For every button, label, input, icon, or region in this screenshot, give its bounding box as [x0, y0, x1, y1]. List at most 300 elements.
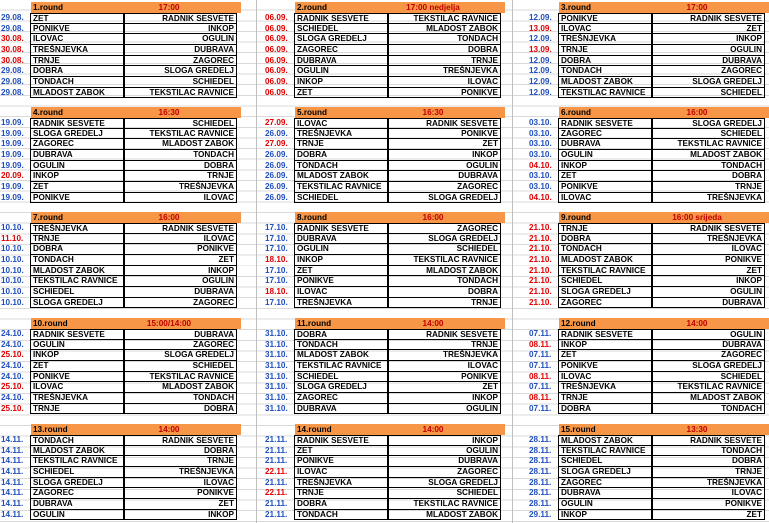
- home-team-cell[interactable]: DOBRA: [558, 234, 652, 245]
- home-team-cell[interactable]: ZET: [294, 88, 388, 99]
- away-team-cell[interactable]: ILOVAC: [124, 234, 237, 245]
- match-row: [264, 223, 520, 234]
- away-team-cell[interactable]: ILOVAC: [652, 244, 765, 255]
- away-team-cell[interactable]: TEKSTILAC RAVNICE: [124, 88, 237, 99]
- round-header: [559, 318, 769, 329]
- home-team-cell[interactable]: RADNIK SESVETE: [558, 118, 652, 129]
- home-team-cell[interactable]: ILOVAC: [294, 287, 388, 298]
- match-date: 06.09.: [265, 55, 288, 65]
- match-date: 28.11.: [529, 435, 552, 444]
- home-team-cell[interactable]: OGULIN: [558, 499, 652, 510]
- match-date: 25.10.: [1, 382, 24, 392]
- home-team-cell[interactable]: SLOGA GREDELJ: [30, 298, 124, 309]
- home-team-cell[interactable]: SLOGA GREDELJ: [30, 478, 124, 489]
- home-team-cell[interactable]: SLOGA GREDELJ: [30, 129, 124, 140]
- round-label: 5.round: [297, 108, 328, 117]
- away-team-cell[interactable]: SCHIEDEL: [652, 129, 765, 140]
- away-team-cell[interactable]: DUBRAVA: [124, 287, 237, 298]
- away-team-cell[interactable]: TREŠNJEVKA: [388, 350, 501, 361]
- home-team-cell[interactable]: ILOVAC: [558, 372, 652, 383]
- away-team-cell[interactable]: DOBRA: [388, 45, 501, 56]
- home-team-cell[interactable]: TRNJE: [558, 393, 652, 404]
- away-team-cell[interactable]: PONIKVE: [124, 488, 237, 499]
- away-team-cell[interactable]: OGULIN: [652, 287, 765, 298]
- match-row: [0, 382, 256, 393]
- away-team-cell[interactable]: ILOVAC: [388, 77, 501, 88]
- round-header: [559, 107, 769, 118]
- away-team-cell[interactable]: TREŠNJEVKA: [124, 467, 237, 478]
- home-team-cell[interactable]: TRNJE: [30, 56, 124, 67]
- match-date: 17.10.: [265, 223, 288, 232]
- away-team-cell[interactable]: TRNJE: [652, 467, 765, 478]
- home-team-cell[interactable]: TEKSTILAC RAVNICE: [294, 182, 388, 193]
- away-team-cell[interactable]: ZAGOREC: [124, 56, 237, 67]
- away-team-cell[interactable]: SLOGA GREDELJ: [388, 478, 501, 489]
- home-team-cell[interactable]: TEKSTILAC RAVNICE: [558, 88, 652, 99]
- home-team-cell[interactable]: TEKSTILAC RAVNICE: [558, 266, 652, 277]
- home-team-cell[interactable]: PONIKVE: [558, 361, 652, 372]
- home-team-cell[interactable]: OGULIN: [30, 161, 124, 172]
- match-row: [0, 478, 256, 489]
- home-team-cell[interactable]: TREŠNJEVKA: [558, 34, 652, 45]
- away-team-cell[interactable]: SCHIEDEL: [388, 244, 501, 255]
- away-team-cell[interactable]: TEKSTILAC RAVNICE: [652, 382, 765, 393]
- home-team-cell[interactable]: TONDACH: [30, 255, 124, 266]
- round-label: 8.round: [297, 213, 328, 222]
- away-team-cell[interactable]: TRNJE: [388, 298, 501, 309]
- home-team-cell[interactable]: INKOP: [294, 255, 388, 266]
- round-block: [264, 2, 520, 98]
- home-team-cell[interactable]: OGULIN: [30, 510, 124, 521]
- home-team-cell[interactable]: OGULIN: [294, 66, 388, 77]
- away-team-cell[interactable]: TRNJE: [388, 340, 501, 351]
- home-team-cell[interactable]: SCHIEDEL: [558, 456, 652, 467]
- home-team-cell[interactable]: TREŠNJEVKA: [294, 298, 388, 309]
- home-team-cell[interactable]: DUBRAVA: [30, 499, 124, 510]
- home-team-cell[interactable]: DUBRAVA: [294, 56, 388, 67]
- away-team-cell[interactable]: ZAGOREC: [124, 298, 237, 309]
- home-team-cell[interactable]: ZET: [558, 350, 652, 361]
- home-team-cell[interactable]: ZAGOREC: [294, 393, 388, 404]
- home-team-cell[interactable]: TONDACH: [558, 244, 652, 255]
- away-team-cell[interactable]: ZAGOREC: [652, 350, 765, 361]
- home-team-cell[interactable]: SCHIEDEL: [558, 276, 652, 287]
- home-team-cell[interactable]: INKOP: [30, 350, 124, 361]
- home-team-cell[interactable]: MLADOST ZABOK: [30, 266, 124, 277]
- home-team-cell[interactable]: PONIKVE: [30, 372, 124, 383]
- away-team-cell[interactable]: TONDACH: [652, 404, 765, 415]
- home-team-cell[interactable]: DUBRAVA: [294, 234, 388, 245]
- home-team-cell[interactable]: MLADOST ZABOK: [294, 350, 388, 361]
- away-team-cell[interactable]: RADNIK SESVETE: [124, 435, 237, 446]
- away-team-cell[interactable]: ZAGOREC: [388, 223, 501, 234]
- away-team-cell[interactable]: TONDACH: [652, 446, 765, 457]
- home-team-cell[interactable]: DOBRA: [294, 499, 388, 510]
- away-team-cell[interactable]: MLADOST ZABOK: [652, 150, 765, 161]
- home-team-cell[interactable]: MLADOST ZABOK: [30, 88, 124, 99]
- home-team-cell[interactable]: OGULIN: [294, 244, 388, 255]
- home-team-cell[interactable]: RADNIK SESVETE: [294, 223, 388, 234]
- home-team-cell[interactable]: MLADOST ZABOK: [558, 255, 652, 266]
- away-team-cell[interactable]: ZET: [652, 510, 765, 521]
- match-row: [264, 298, 520, 309]
- match-row: [0, 161, 256, 172]
- home-team-cell[interactable]: MLADOST ZABOK: [558, 77, 652, 88]
- away-team-cell[interactable]: DUBRAVA: [124, 329, 237, 340]
- round-header: [31, 212, 241, 223]
- away-team-cell[interactable]: RADNIK SESVETE: [652, 435, 765, 446]
- home-team-cell[interactable]: OGULIN: [558, 150, 652, 161]
- away-team-cell[interactable]: RADNIK SESVETE: [124, 223, 237, 234]
- away-team-cell[interactable]: MLADOST ZABOK: [124, 382, 237, 393]
- match-date: 30.08.: [1, 44, 24, 54]
- away-team-cell[interactable]: PONIKVE: [124, 244, 237, 255]
- away-team-cell[interactable]: ZET: [652, 266, 765, 277]
- away-team-cell[interactable]: OGULIN: [652, 329, 765, 340]
- home-team-cell[interactable]: RADNIK SESVETE: [30, 329, 124, 340]
- match-date: 14.11.: [1, 445, 24, 455]
- match-row: [264, 171, 520, 182]
- home-team-cell[interactable]: SCHIEDEL: [30, 467, 124, 478]
- home-team-cell[interactable]: TREŠNJEVKA: [294, 129, 388, 140]
- match-date: 17.10.: [265, 297, 288, 307]
- match-row: [528, 510, 769, 521]
- home-team-cell[interactable]: PONIKVE: [30, 193, 124, 204]
- home-team-cell[interactable]: TREŠNJEVKA: [558, 382, 652, 393]
- away-team-cell[interactable]: TREŠNJEVKA: [652, 234, 765, 245]
- home-team-cell[interactable]: DOBRA: [294, 150, 388, 161]
- away-team-cell[interactable]: DOBRA: [124, 404, 237, 415]
- match-row: [528, 350, 769, 361]
- away-team-cell[interactable]: ZET: [388, 382, 501, 393]
- home-team-cell[interactable]: INKOP: [558, 340, 652, 351]
- away-team-cell[interactable]: TREŠNJEVKA: [388, 66, 501, 77]
- away-team-cell[interactable]: TRNJE: [388, 56, 501, 67]
- away-team-cell[interactable]: ZET: [388, 139, 501, 150]
- away-team-cell[interactable]: TONDACH: [124, 150, 237, 161]
- away-team-cell[interactable]: PONIKVE: [388, 129, 501, 140]
- match-date: 14.11.: [1, 488, 24, 498]
- match-date: 29.08.: [1, 87, 24, 97]
- round-header: [559, 212, 769, 223]
- away-team-cell[interactable]: SLOGA GREDELJ: [652, 361, 765, 372]
- round-time: 17:00: [686, 3, 708, 12]
- away-team-cell[interactable]: INKOP: [124, 510, 237, 521]
- away-team-cell[interactable]: PONIKVE: [652, 255, 765, 266]
- home-team-cell[interactable]: DOBRA: [558, 404, 652, 415]
- away-team-cell[interactable]: SCHIEDEL: [652, 88, 765, 99]
- match-date: 24.10.: [1, 339, 24, 349]
- home-team-cell[interactable]: PONIKVE: [294, 276, 388, 287]
- away-team-cell[interactable]: OGULIN: [388, 404, 501, 415]
- away-team-cell[interactable]: OGULIN: [388, 161, 501, 172]
- away-team-cell[interactable]: ZET: [652, 24, 765, 35]
- home-team-cell[interactable]: TONDACH: [30, 77, 124, 88]
- away-team-cell[interactable]: MLADOST ZABOK: [388, 510, 501, 521]
- home-team-cell[interactable]: ZAGOREC: [30, 139, 124, 150]
- home-team-cell[interactable]: INKOP: [30, 171, 124, 182]
- away-team-cell[interactable]: TRNJE: [652, 182, 765, 193]
- away-team-cell[interactable]: RADNIK SESVETE: [388, 329, 501, 340]
- home-team-cell[interactable]: TRNJE: [30, 404, 124, 415]
- away-team-cell[interactable]: SCHIEDEL: [124, 118, 237, 129]
- home-team-cell[interactable]: TONDACH: [558, 66, 652, 77]
- away-team-cell[interactable]: ZAGOREC: [388, 182, 501, 193]
- home-team-cell[interactable]: TRNJE: [294, 488, 388, 499]
- home-team-cell[interactable]: PONIKVE: [558, 13, 652, 24]
- away-team-cell[interactable]: SCHIEDEL: [652, 372, 765, 383]
- away-team-cell[interactable]: SLOGA GREDELJ: [388, 234, 501, 245]
- round-block: [264, 424, 520, 520]
- away-team-cell[interactable]: MLADOST ZABOK: [388, 24, 501, 35]
- match-row: [264, 161, 520, 172]
- home-team-cell[interactable]: PONIKVE: [30, 24, 124, 35]
- away-team-cell[interactable]: DUBRAVA: [652, 298, 765, 309]
- home-team-cell[interactable]: INKOP: [294, 77, 388, 88]
- away-team-cell[interactable]: RADNIK SESVETE: [652, 13, 765, 24]
- home-team-cell[interactable]: ZET: [30, 361, 124, 372]
- match-date: 07.11.: [529, 329, 552, 338]
- away-team-cell[interactable]: TRNJE: [124, 456, 237, 467]
- away-team-cell[interactable]: TEKSTILAC RAVNICE: [388, 255, 501, 266]
- away-team-cell[interactable]: TRNJE: [124, 171, 237, 182]
- match-date: 31.10.: [265, 339, 288, 349]
- away-team-cell[interactable]: TONDACH: [388, 34, 501, 45]
- home-team-cell[interactable]: RADNIK SESVETE: [558, 329, 652, 340]
- away-team-cell[interactable]: INKOP: [124, 24, 237, 35]
- away-team-cell[interactable]: SLOGA GREDELJ: [124, 66, 237, 77]
- round-label: 6.round: [561, 108, 592, 117]
- away-team-cell[interactable]: TEKSTILAC RAVNICE: [124, 129, 237, 140]
- away-team-cell[interactable]: RADNIK SESVETE: [388, 118, 501, 129]
- home-team-cell[interactable]: ILOVAC: [30, 382, 124, 393]
- away-team-cell[interactable]: DOBRA: [124, 161, 237, 172]
- round-label: 14.round: [297, 425, 332, 434]
- away-team-cell[interactable]: TONDACH: [652, 161, 765, 172]
- round-block: [0, 318, 256, 414]
- home-team-cell[interactable]: TEKSTILAC RAVNICE: [558, 446, 652, 457]
- away-team-cell[interactable]: ZAGOREC: [388, 467, 501, 478]
- round-time: 16:30: [422, 108, 444, 117]
- home-team-cell[interactable]: RADNIK SESVETE: [30, 118, 124, 129]
- home-team-cell[interactable]: ILOVAC: [294, 118, 388, 129]
- home-team-cell[interactable]: DUBRAVA: [558, 488, 652, 499]
- home-team-cell[interactable]: DOBRA: [30, 66, 124, 77]
- home-team-cell[interactable]: TRNJE: [558, 45, 652, 56]
- home-team-cell[interactable]: ZET: [30, 13, 124, 24]
- match-date: 11.10.: [1, 233, 24, 243]
- away-team-cell[interactable]: SLOGA GREDELJ: [388, 193, 501, 204]
- round-block: [0, 424, 256, 520]
- home-team-cell[interactable]: SLOGA GREDELJ: [558, 467, 652, 478]
- home-team-cell[interactable]: DOBRA: [294, 329, 388, 340]
- match-row: [0, 150, 256, 161]
- match-row: [528, 435, 769, 446]
- away-team-cell[interactable]: MLADOST ZABOK: [652, 393, 765, 404]
- away-team-cell[interactable]: MLADOST ZABOK: [388, 266, 501, 277]
- away-team-cell[interactable]: MLADOST ZABOK: [124, 139, 237, 150]
- away-team-cell[interactable]: RADNIK SESVETE: [652, 223, 765, 234]
- home-team-cell[interactable]: ZET: [294, 266, 388, 277]
- home-team-cell[interactable]: SCHIEDEL: [294, 372, 388, 383]
- home-team-cell[interactable]: MLADOST ZABOK: [294, 171, 388, 182]
- home-team-cell[interactable]: DOBRA: [558, 56, 652, 67]
- home-team-cell[interactable]: SCHIEDEL: [294, 24, 388, 35]
- home-team-cell[interactable]: ILOVAC: [558, 24, 652, 35]
- away-team-cell[interactable]: PONIKVE: [388, 88, 501, 99]
- match-date: 31.10.: [265, 371, 288, 381]
- away-team-cell[interactable]: OGULIN: [124, 276, 237, 287]
- away-team-cell[interactable]: TREŠNJEVKA: [652, 478, 765, 489]
- home-team-cell[interactable]: PONIKVE: [558, 182, 652, 193]
- home-team-cell[interactable]: RADNIK SESVETE: [294, 435, 388, 446]
- away-team-cell[interactable]: ZET: [124, 255, 237, 266]
- away-team-cell[interactable]: INKOP: [388, 435, 501, 446]
- away-team-cell[interactable]: DOBRA: [124, 446, 237, 457]
- away-team-cell[interactable]: TEKSTILAC RAVNICE: [388, 13, 501, 24]
- away-team-cell[interactable]: INKOP: [388, 393, 501, 404]
- home-team-cell[interactable]: TONDACH: [294, 510, 388, 521]
- match-row: [0, 182, 256, 193]
- home-team-cell[interactable]: TRNJE: [30, 234, 124, 245]
- away-team-cell[interactable]: PONIKVE: [652, 499, 765, 510]
- home-team-cell[interactable]: TRNJE: [558, 223, 652, 234]
- home-team-cell[interactable]: ZAGOREC: [558, 298, 652, 309]
- home-team-cell[interactable]: DUBRAVA: [30, 150, 124, 161]
- away-team-cell[interactable]: DUBRAVA: [388, 171, 501, 182]
- home-team-cell[interactable]: TEKSTILAC RAVNICE: [30, 456, 124, 467]
- home-team-cell[interactable]: ILOVAC: [30, 34, 124, 45]
- home-team-cell[interactable]: SCHIEDEL: [30, 287, 124, 298]
- match-row: [0, 34, 256, 45]
- home-team-cell[interactable]: TRNJE: [294, 139, 388, 150]
- match-row: [528, 24, 769, 35]
- home-team-cell[interactable]: MLADOST ZABOK: [558, 435, 652, 446]
- away-team-cell[interactable]: DUBRAVA: [124, 45, 237, 56]
- home-team-cell[interactable]: TREŠNJEVKA: [30, 45, 124, 56]
- away-team-cell[interactable]: TONDACH: [388, 276, 501, 287]
- away-team-cell[interactable]: SCHIEDEL: [388, 488, 501, 499]
- round-label: 1.round: [33, 3, 64, 12]
- home-team-cell[interactable]: TONDACH: [294, 340, 388, 351]
- away-team-cell[interactable]: ZAGOREC: [652, 66, 765, 77]
- home-team-cell[interactable]: DUBRAVA: [558, 139, 652, 150]
- match-row: [0, 287, 256, 298]
- match-date: 03.10.: [529, 181, 552, 191]
- away-team-cell[interactable]: DUBRAVA: [388, 456, 501, 467]
- away-team-cell[interactable]: OGULIN: [124, 34, 237, 45]
- home-team-cell[interactable]: TREŠNJEVKA: [294, 478, 388, 489]
- match-date: 14.11.: [1, 509, 24, 519]
- match-row: [0, 467, 256, 478]
- away-team-cell[interactable]: DUBRAVA: [652, 340, 765, 351]
- away-team-cell[interactable]: PONIKVE: [388, 372, 501, 383]
- round-time: 17:00 nedjelja: [406, 3, 460, 12]
- away-team-cell[interactable]: SCHIEDEL: [124, 77, 237, 88]
- away-team-cell[interactable]: SLOGA GREDELJ: [124, 350, 237, 361]
- home-team-cell[interactable]: SLOGA GREDELJ: [294, 34, 388, 45]
- home-team-cell[interactable]: RADNIK SESVETE: [294, 13, 388, 24]
- home-team-cell[interactable]: MLADOST ZABOK: [30, 446, 124, 457]
- away-team-cell[interactable]: TEKSTILAC RAVNICE: [124, 372, 237, 383]
- away-team-cell[interactable]: INKOP: [652, 34, 765, 45]
- away-team-cell[interactable]: OGULIN: [388, 446, 501, 457]
- match-row: [528, 88, 769, 99]
- away-team-cell[interactable]: DOBRA: [388, 287, 501, 298]
- match-date: 06.09.: [265, 23, 288, 33]
- away-team-cell[interactable]: RADNIK SESVETE: [124, 13, 237, 24]
- match-row: [528, 223, 769, 234]
- home-team-cell[interactable]: ZET: [558, 171, 652, 182]
- match-date: 08.11.: [529, 371, 552, 381]
- away-team-cell[interactable]: ILOVAC: [124, 193, 237, 204]
- away-team-cell[interactable]: TONDACH: [124, 393, 237, 404]
- home-team-cell[interactable]: DUBRAVA: [294, 404, 388, 415]
- home-team-cell[interactable]: ZAGOREC: [558, 478, 652, 489]
- away-team-cell[interactable]: TEKSTILAC RAVNICE: [388, 499, 501, 510]
- away-team-cell[interactable]: TREŠNJEVKA: [652, 193, 765, 204]
- round-label: 9.round: [561, 213, 592, 222]
- home-team-cell[interactable]: TREŠNJEVKA: [30, 223, 124, 234]
- home-team-cell[interactable]: ZAGOREC: [30, 488, 124, 499]
- away-team-cell[interactable]: OGULIN: [652, 45, 765, 56]
- away-team-cell[interactable]: INKOP: [388, 150, 501, 161]
- home-team-cell[interactable]: INKOP: [558, 510, 652, 521]
- match-date: 19.09.: [1, 192, 24, 202]
- away-team-cell[interactable]: TEKSTILAC RAVNICE: [652, 139, 765, 150]
- away-team-cell[interactable]: SLOGA GREDELJ: [652, 77, 765, 88]
- home-team-cell[interactable]: SCHIEDEL: [294, 193, 388, 204]
- home-team-cell[interactable]: OGULIN: [30, 340, 124, 351]
- away-team-cell[interactable]: ZET: [124, 499, 237, 510]
- away-team-cell[interactable]: INKOP: [124, 266, 237, 277]
- home-team-cell[interactable]: INKOP: [558, 161, 652, 172]
- home-team-cell[interactable]: DOBRA: [30, 244, 124, 255]
- away-team-cell[interactable]: ILOVAC: [124, 478, 237, 489]
- away-team-cell[interactable]: SLOGA GREDELJ: [652, 118, 765, 129]
- home-team-cell[interactable]: SLOGA GREDELJ: [558, 287, 652, 298]
- home-team-cell[interactable]: ILOVAC: [294, 467, 388, 478]
- home-team-cell[interactable]: ZET: [294, 446, 388, 457]
- home-team-cell[interactable]: SLOGA GREDELJ: [294, 382, 388, 393]
- away-team-cell[interactable]: ILOVAC: [388, 361, 501, 372]
- home-team-cell[interactable]: TEKSTILAC RAVNICE: [30, 276, 124, 287]
- match-row: [264, 467, 520, 478]
- home-team-cell[interactable]: PONIKVE: [294, 456, 388, 467]
- home-team-cell[interactable]: TONDACH: [30, 435, 124, 446]
- away-team-cell[interactable]: DUBRAVA: [652, 56, 765, 67]
- home-team-cell[interactable]: ZAGOREC: [294, 45, 388, 56]
- match-date: 26.09.: [265, 181, 288, 191]
- away-team-cell[interactable]: DOBRA: [652, 456, 765, 467]
- away-team-cell[interactable]: ILOVAC: [652, 488, 765, 499]
- match-row: [0, 266, 256, 277]
- away-team-cell[interactable]: INKOP: [652, 276, 765, 287]
- away-team-cell[interactable]: SCHIEDEL: [124, 361, 237, 372]
- match-date: 06.09.: [265, 66, 288, 76]
- match-date: 24.10.: [1, 371, 24, 381]
- home-team-cell[interactable]: ZAGOREC: [558, 129, 652, 140]
- away-team-cell[interactable]: TREŠNJEVKA: [124, 182, 237, 193]
- match-date: 18.10.: [265, 254, 288, 264]
- home-team-cell[interactable]: TONDACH: [294, 161, 388, 172]
- home-team-cell[interactable]: ZET: [30, 182, 124, 193]
- home-team-cell[interactable]: ILOVAC: [558, 193, 652, 204]
- away-team-cell[interactable]: DOBRA: [652, 171, 765, 182]
- home-team-cell[interactable]: TEKSTILAC RAVNICE: [294, 361, 388, 372]
- away-team-cell[interactable]: ZAGOREC: [124, 340, 237, 351]
- home-team-cell[interactable]: TREŠNJEVKA: [30, 393, 124, 404]
